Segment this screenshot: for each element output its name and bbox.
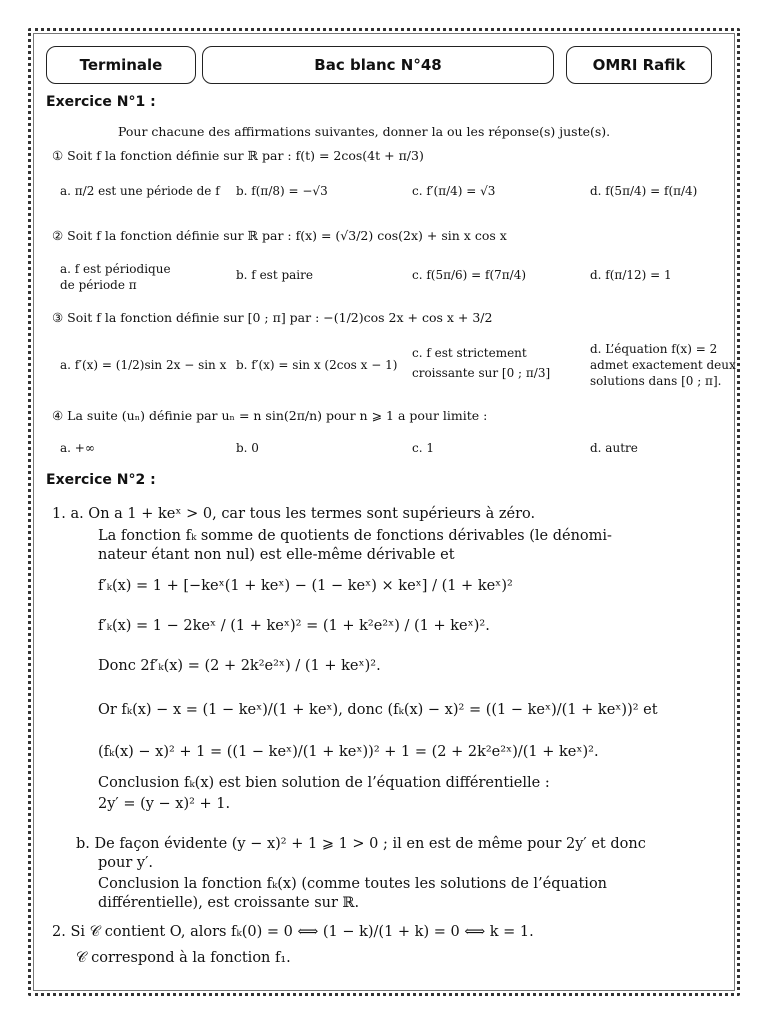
- q4-option-a: a. +∞: [60, 441, 95, 455]
- q4-option-c: c. 1: [412, 441, 434, 455]
- q2-option-a-line1: a. f est périodique: [60, 262, 171, 276]
- ex2-line: b. De façon évidente (y − x)² + 1 ⩾ 1 > 0 ; il en est de même pour 2y′ et donc: [76, 836, 646, 852]
- exercise1-title: Exercice N°1 :: [46, 94, 156, 110]
- q3-option-c-line1: c. f est strictement: [412, 346, 527, 360]
- header-author: OMRI Rafik: [592, 56, 686, 74]
- ex2-formula: f′ₖ(x) = 1 + [−keˣ(1 + keˣ) − (1 − keˣ) × keˣ] / (1 + keˣ)²: [98, 578, 513, 594]
- ex2-line: différentielle), est croissante sur ℝ.: [98, 895, 360, 911]
- ex2-line: Conclusion fₖ(x) est bien solution de l’équation différentielle :: [98, 775, 550, 791]
- ex2-line: 1. a. On a 1 + keˣ > 0, car tous les termes sont supérieurs à zéro.: [52, 506, 536, 522]
- q3-option-b: b. f′(x) = sin x (2cos x − 1): [236, 358, 398, 372]
- q3-option-d-line1: d. L’équation f(x) = 2: [590, 342, 718, 356]
- q3-option-d-line2: admet exactement deux: [590, 358, 736, 372]
- ex2-line: pour y′.: [98, 855, 153, 871]
- q1-stem: ① Soit f la fonction définie sur ℝ par : f(t) = 2cos(4t + π/3): [52, 148, 424, 163]
- header-class-box: [46, 46, 196, 84]
- q2-stem: ② Soit f la fonction définie sur ℝ par : f(x) = (√3/2) cos(2x) + sin x cos x: [52, 228, 507, 243]
- q2-option-d: d. f(π/12) = 1: [590, 268, 672, 282]
- header-title: Bac blanc N°48: [314, 56, 442, 74]
- q3-option-a: a. f′(x) = (1/2)sin 2x − sin x: [60, 358, 227, 372]
- header-class: Terminale: [79, 56, 163, 74]
- q1-option-d: d. f(5π/4) = f(π/4): [590, 184, 698, 198]
- ex2-line: La fonction fₖ somme de quotients de fonctions dérivables (le dénomi-: [98, 528, 612, 544]
- q4-option-b: b. 0: [236, 441, 259, 455]
- q2-option-a-line2: de période π: [60, 278, 137, 292]
- ex2-formula: Or fₖ(x) − x = (1 − keˣ)/(1 + keˣ), donc (fₖ(x) − x)² = ((1 − keˣ)/(1 + keˣ))² et: [98, 702, 658, 718]
- header-title-box: [202, 46, 554, 84]
- q3-stem: ③ Soit f la fonction définie sur [0 ; π] par : −(1/2)cos 2x + cos x + 3/2: [52, 310, 493, 325]
- ex2-line: 2. Si 𝒞 contient O, alors fₖ(0) = 0 ⟺ (1 − k)/(1 + k) = 0 ⟺ k = 1.: [52, 924, 534, 940]
- ex2-line: Conclusion la fonction fₖ(x) (comme toutes les solutions de l’équation: [98, 876, 608, 892]
- ex2-formula: Donc 2f′ₖ(x) = (2 + 2k²e²ˣ) / (1 + keˣ)².: [98, 658, 381, 674]
- exercise2-title: Exercice N°2 :: [46, 472, 156, 488]
- q4-stem: ④ La suite (uₙ) définie par uₙ = n sin(2π/n) pour n ⩾ 1 a pour limite :: [52, 408, 488, 423]
- ex2-formula: f′ₖ(x) = 1 − 2keˣ / (1 + keˣ)² = (1 + k²e²ˣ) / (1 + keˣ)².: [98, 618, 490, 634]
- q2-option-c: c. f(5π/6) = f(7π/4): [412, 268, 527, 282]
- q2-option-b: b. f est paire: [236, 268, 313, 282]
- ex2-line: 𝒞 correspond à la fonction f₁.: [76, 950, 291, 966]
- q3-option-d-line3: solutions dans [0 ; π].: [590, 374, 722, 388]
- exercise1-intro: Pour chacune des affirmations suivantes, donner la ou les réponse(s) juste(s).: [118, 124, 611, 139]
- header-author-box: [566, 46, 712, 84]
- ex2-formula: 2y′ = (y − x)² + 1.: [98, 796, 231, 812]
- q3-option-c-line2: croissante sur [0 ; π/3]: [412, 366, 551, 380]
- ex2-formula: (fₖ(x) − x)² + 1 = ((1 − keˣ)/(1 + keˣ))² + 1 = (2 + 2k²e²ˣ)/(1 + keˣ)².: [98, 744, 599, 760]
- q4-option-d: d. autre: [590, 441, 638, 455]
- q1-option-a: a. π/2 est une période de f: [60, 184, 220, 198]
- q1-option-c: c. f′(π/4) = √3: [412, 184, 496, 198]
- q1-option-b: b. f(π/8) = −√3: [236, 184, 328, 198]
- ex2-line: nateur étant non nul) est elle-même dérivable et: [98, 547, 455, 563]
